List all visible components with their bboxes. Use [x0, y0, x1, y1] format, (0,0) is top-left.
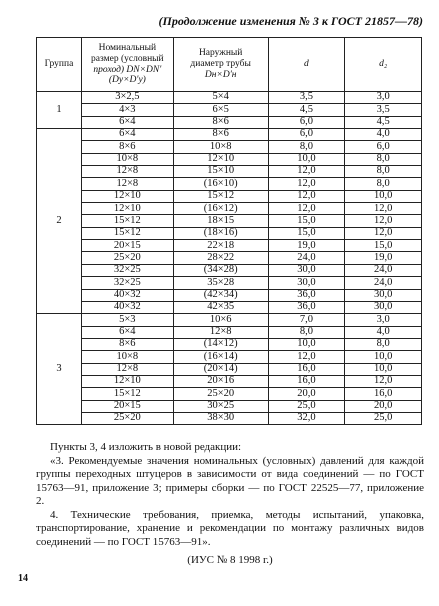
d2-cell: 3,5 — [345, 104, 422, 116]
table-row — [37, 412, 422, 424]
nominal-size-cell: 15×12 — [81, 388, 173, 400]
d-cell: 10,0 — [268, 338, 345, 350]
nominal-size-cell: 5×3 — [81, 314, 173, 326]
nominal-size-cell: 20×15 — [81, 240, 173, 252]
d-cell: 15,0 — [268, 227, 345, 239]
d2-cell: 25,0 — [345, 412, 422, 424]
d-cell: 12,0 — [268, 166, 345, 178]
d2-cell: 12,0 — [345, 203, 422, 215]
table-row — [37, 153, 422, 165]
nominal-size-cell: 10×8 — [81, 153, 173, 165]
d-cell: 20,0 — [268, 388, 345, 400]
header-nominal-size: Номинальный размер (условный проход) DN×DN′ (Dу×D′у) — [81, 38, 173, 92]
nominal-size-cell: 20×15 — [81, 400, 173, 412]
ius-reference: (ИУС № 8 1998 г.) — [187, 554, 273, 566]
nominal-size-cell: 12×10 — [81, 190, 173, 202]
d2-cell: 10,0 — [345, 363, 422, 375]
d-cell: 36,0 — [268, 289, 345, 301]
page-header: (Продолжение изменения № 3 к ГОСТ 21857—78) — [158, 14, 423, 28]
nominal-size-cell: 32×25 — [81, 277, 173, 289]
d2-cell: 8,0 — [345, 153, 422, 165]
d2-cell: 30,0 — [345, 301, 422, 313]
table-row — [37, 264, 422, 276]
table-row — [37, 116, 422, 128]
d2-cell: 8,0 — [345, 338, 422, 350]
table-row — [37, 375, 422, 387]
table-row — [37, 129, 422, 141]
outer-diameter-cell: 5×4 — [173, 92, 268, 104]
page-number: 14 — [18, 573, 28, 584]
outer-diameter-cell: 6×5 — [173, 104, 268, 116]
table-row — [37, 203, 422, 215]
nominal-size-cell: 6×4 — [81, 116, 173, 128]
nominal-size-cell: 12×8 — [81, 166, 173, 178]
outer-diameter-cell: 30×25 — [173, 400, 268, 412]
group-label: 1 — [37, 92, 82, 129]
d2-cell: 10,0 — [345, 351, 422, 363]
table-row — [37, 289, 422, 301]
outer-diameter-cell: (16×10) — [173, 178, 268, 190]
nominal-size-cell: 4×3 — [81, 104, 173, 116]
d2-cell: 6,0 — [345, 141, 422, 153]
d-cell: 36,0 — [268, 301, 345, 313]
d-cell: 7,0 — [268, 314, 345, 326]
nominal-size-cell: 12×10 — [81, 203, 173, 215]
table-body — [37, 92, 422, 425]
d-cell: 32,0 — [268, 412, 345, 424]
outer-diameter-cell: 18×15 — [173, 215, 268, 227]
table-row — [37, 190, 422, 202]
d2-cell: 19,0 — [345, 252, 422, 264]
d2-cell: 12,0 — [345, 227, 422, 239]
outer-diameter-cell: 15×10 — [173, 166, 268, 178]
table-row — [37, 166, 422, 178]
outer-diameter-cell: 15×12 — [173, 190, 268, 202]
d2-cell: 3,0 — [345, 92, 422, 104]
nominal-size-cell: 32×25 — [81, 264, 173, 276]
d-cell: 30,0 — [268, 264, 345, 276]
d2-cell: 3,0 — [345, 314, 422, 326]
header-d: d — [268, 38, 345, 92]
header-d2: d₂ — [345, 38, 422, 92]
nominal-size-cell: 25×20 — [81, 252, 173, 264]
outer-diameter-cell: (34×28) — [173, 264, 268, 276]
table-row — [37, 338, 422, 350]
nominal-size-cell: 6×4 — [81, 129, 173, 141]
table-row — [37, 240, 422, 252]
table-row — [37, 400, 422, 412]
nominal-size-cell: 6×4 — [81, 326, 173, 338]
outer-diameter-cell: (18×16) — [173, 227, 268, 239]
nominal-size-cell: 12×8 — [81, 178, 173, 190]
outer-diameter-cell: 35×28 — [173, 277, 268, 289]
d2-cell: 4,0 — [345, 129, 422, 141]
table-header-row — [37, 38, 422, 92]
nominal-size-cell: 3×2,5 — [81, 92, 173, 104]
table-row — [37, 388, 422, 400]
d2-cell: 24,0 — [345, 264, 422, 276]
d-cell: 19,0 — [268, 240, 345, 252]
d2-cell: 15,0 — [345, 240, 422, 252]
nominal-size-cell: 8×6 — [81, 338, 173, 350]
outer-diameter-cell: 10×6 — [173, 314, 268, 326]
nominal-size-cell: 10×8 — [81, 351, 173, 363]
d-cell: 16,0 — [268, 375, 345, 387]
paragraph-3: «3. Рекомендуемые значения номинальных (условных) давлений для каждой группы переходных штуцеров в зависимости от вида соединений — по ГОСТ 15763—91, приложение 3; примеры сборки — по ГОСТ 22525—77, приложение 2. — [36, 454, 424, 507]
d2-cell: 4,5 — [345, 116, 422, 128]
group-label: 2 — [37, 129, 82, 314]
d-cell: 12,0 — [268, 351, 345, 363]
d-cell: 6,0 — [268, 116, 345, 128]
header-group: Группа — [37, 38, 82, 92]
nominal-size-cell: 15×12 — [81, 215, 173, 227]
paragraph-4: 4. Технические требования, приемка, методы испытаний, упаковка, транспортирование, хранение и рекомендации по монтажу различных видов соединений — по ГОСТ 15763—91». — [36, 508, 424, 548]
table-row — [37, 252, 422, 264]
outer-diameter-cell: 38×30 — [173, 412, 268, 424]
outer-diameter-cell: 12×10 — [173, 153, 268, 165]
d-cell: 24,0 — [268, 252, 345, 264]
group-label: 3 — [37, 314, 82, 425]
d2-cell: 8,0 — [345, 166, 422, 178]
d-cell: 25,0 — [268, 400, 345, 412]
header-outer-diameter: Наружный диаметр трубы Dн×D′н — [173, 38, 268, 92]
table-row — [37, 227, 422, 239]
body-text — [36, 441, 424, 568]
d-cell: 15,0 — [268, 215, 345, 227]
outer-diameter-cell: 12×8 — [173, 326, 268, 338]
d2-cell: 10,0 — [345, 190, 422, 202]
nominal-size-cell: 8×6 — [81, 141, 173, 153]
d2-cell: 8,0 — [345, 178, 422, 190]
d-cell: 8,0 — [268, 141, 345, 153]
d2-cell: 20,0 — [345, 400, 422, 412]
outer-diameter-cell: 10×8 — [173, 141, 268, 153]
d-cell: 12,0 — [268, 203, 345, 215]
table-row — [37, 326, 422, 338]
nominal-size-cell: 12×8 — [81, 363, 173, 375]
outer-diameter-cell: (16×12) — [173, 203, 268, 215]
outer-diameter-cell: 28×22 — [173, 252, 268, 264]
outer-diameter-cell: 8×6 — [173, 129, 268, 141]
d-cell: 12,0 — [268, 190, 345, 202]
nominal-size-cell: 40×32 — [81, 301, 173, 313]
table-row — [37, 178, 422, 190]
paragraph-intro: Пункты 3, 4 изложить в новой редакции: — [50, 441, 242, 453]
d-cell: 3,5 — [268, 92, 345, 104]
d2-cell: 16,0 — [345, 388, 422, 400]
outer-diameter-cell: 20×16 — [173, 375, 268, 387]
d2-cell: 12,0 — [345, 375, 422, 387]
d-cell: 12,0 — [268, 178, 345, 190]
outer-diameter-cell: 25×20 — [173, 388, 268, 400]
d2-cell: 30,0 — [345, 289, 422, 301]
table-row — [37, 215, 422, 227]
outer-diameter-cell: (20×14) — [173, 363, 268, 375]
outer-diameter-cell: (42×34) — [173, 289, 268, 301]
nominal-size-cell: 40×32 — [81, 289, 173, 301]
outer-diameter-cell: (14×12) — [173, 338, 268, 350]
nominal-size-cell: 25×20 — [81, 412, 173, 424]
d-cell: 16,0 — [268, 363, 345, 375]
outer-diameter-cell: (16×14) — [173, 351, 268, 363]
d-cell: 4,5 — [268, 104, 345, 116]
nominal-size-cell: 15×12 — [81, 227, 173, 239]
table-row — [37, 301, 422, 313]
d-cell: 6,0 — [268, 129, 345, 141]
outer-diameter-cell: 22×18 — [173, 240, 268, 252]
table-row — [37, 314, 422, 326]
d2-cell: 4,0 — [345, 326, 422, 338]
table-row — [37, 351, 422, 363]
d-cell: 8,0 — [268, 326, 345, 338]
table-row — [37, 92, 422, 104]
outer-diameter-cell: 8×6 — [173, 116, 268, 128]
table-row — [37, 141, 422, 153]
fittings-table — [36, 37, 422, 425]
d-cell: 10,0 — [268, 153, 345, 165]
outer-diameter-cell: 42×35 — [173, 301, 268, 313]
table-row — [37, 104, 422, 116]
d2-cell: 24,0 — [345, 277, 422, 289]
table-row — [37, 363, 422, 375]
d-cell: 30,0 — [268, 277, 345, 289]
d2-cell: 12,0 — [345, 215, 422, 227]
nominal-size-cell: 12×10 — [81, 375, 173, 387]
table-row — [37, 277, 422, 289]
